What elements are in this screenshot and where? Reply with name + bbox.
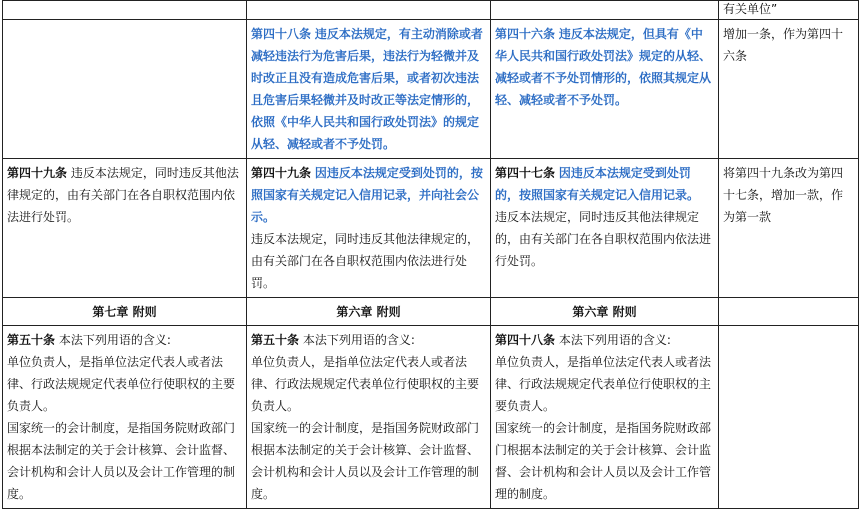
- table-row: [3, 1, 859, 20]
- table-cell: [719, 326, 859, 509]
- article-text: 违反本法规定，但具有《中华人民共和国行政处罚法》规定的从轻、减轻或者不予处罚情形的，依照其规定从轻、减轻或者不予处罚。: [495, 27, 712, 107]
- article-text: 单位负责人，是指单位法定代表人或者法律、行政法规规定代表单位行使职权的主要负责人。: [7, 355, 236, 413]
- article-text: 违反本法规定，同时违反其他法律规定的，由有关部门在各自职权范围内依法进行处罚。: [495, 210, 712, 268]
- table-row: [3, 159, 859, 298]
- article-text: 本法下列用语的含义:: [302, 333, 415, 347]
- table-row: [3, 326, 859, 509]
- article-text-highlight: 因违反本法规定受到处罚的，按照国家有关规定记入信用记录，并向社会公示。: [251, 166, 483, 224]
- article-number: 第四十六条: [495, 27, 556, 41]
- chapter-heading: 第六章 附则: [247, 298, 491, 326]
- article-text-highlight: 因违反本法规定受到处罚的，按照国家有关规定记入信用记录。: [495, 166, 700, 202]
- note-text: 将第四十九条改为第四十七条，增加一款，作为第一款: [723, 166, 844, 224]
- table-cell: [3, 1, 247, 20]
- article-number: 第五十条: [7, 333, 56, 347]
- table-row: [3, 298, 859, 326]
- table-cell: [247, 20, 491, 159]
- table-row: [3, 20, 859, 159]
- table-cell: [719, 1, 859, 20]
- article-number: 第五十条: [251, 333, 300, 347]
- table-cell: [491, 20, 719, 159]
- note-text: 有关单位”: [723, 2, 778, 16]
- table-cell: [247, 159, 491, 298]
- table-cell: [719, 159, 859, 298]
- article-number: 第四十八条: [495, 333, 556, 347]
- note-text: 增加一条，作为第四十六条: [723, 27, 844, 63]
- table-cell: [247, 326, 491, 509]
- article-text: 本法下列用语的含义:: [558, 333, 671, 347]
- article-text: 国家统一的会计制度，是指国务院财政部门根据本法制定的关于会计核算、会计监督、会计机构和会计人员以及会计工作管理的制度。: [7, 421, 236, 501]
- chapter-heading: 第七章 附则: [3, 298, 247, 326]
- table-cell: [3, 159, 247, 298]
- table-cell: [491, 1, 719, 20]
- chapter-heading: 第六章 附则: [491, 298, 719, 326]
- table-cell: [491, 159, 719, 298]
- article-text: 违反本法规定，有主动消除或者减轻违法行为危害后果，违法行为轻微并及时改正且没有造成危害后果，或者初次违法且危害后果轻微并及时改正等法定情形的，依照《中华人民共和国行政处罚法》的规定从轻、减轻或者不予处罚。: [251, 27, 483, 151]
- table-cell: [719, 20, 859, 159]
- article-text: 单位负责人，是指单位法定代表人或者法律、行政法规规定代表单位行使职权的主要负责人。: [495, 355, 712, 413]
- table-cell: [247, 1, 491, 20]
- article-number: 第四十八条: [251, 27, 312, 41]
- article-number: 第四十九条: [7, 166, 68, 180]
- table-cell: [3, 20, 247, 159]
- article-text: 违反本法规定，同时违反其他法律规定的，由有关部门在各自职权范围内依法进行处罚。: [7, 166, 239, 224]
- table-cell: [719, 298, 859, 326]
- article-text: 本法下列用语的含义:: [58, 333, 171, 347]
- article-text: 违反本法规定，同时违反其他法律规定的，由有关部门在各自职权范围内依法进行处罚。: [251, 232, 480, 290]
- table-cell: [491, 326, 719, 509]
- article-number: 第四十七条: [495, 166, 556, 180]
- article-number: 第四十九条: [251, 166, 312, 180]
- article-text: 国家统一的会计制度，是指国务院财政部门根据本法制定的关于会计核算、会计监督、会计机构和会计人员以及会计工作管理的制度。: [251, 421, 480, 501]
- article-text: 单位负责人，是指单位法定代表人或者法律、行政法规规定代表单位行使职权的主要负责人。: [251, 355, 480, 413]
- table-cell: [3, 326, 247, 509]
- article-text: 国家统一的会计制度，是指国务院财政部门根据本法制定的关于会计核算、会计监督、会计机构和会计人员以及会计工作管理的制度。: [495, 421, 712, 501]
- comparison-table: [2, 0, 859, 509]
